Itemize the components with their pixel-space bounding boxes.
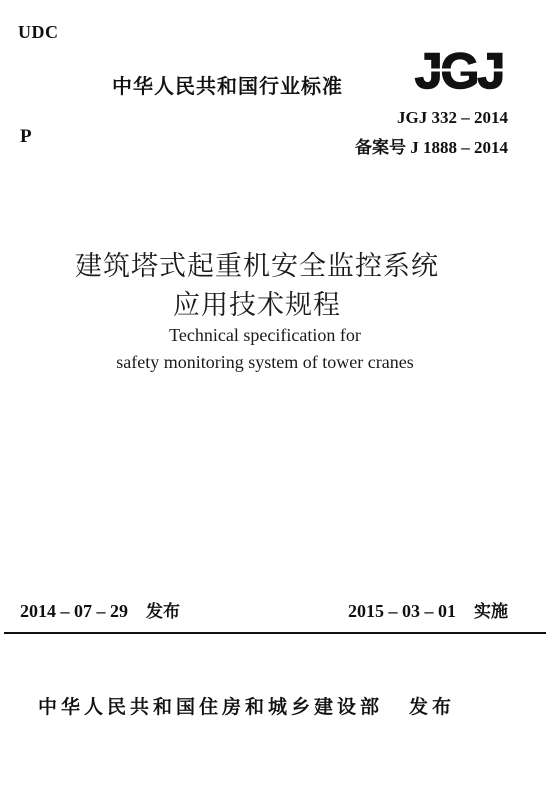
divider <box>4 632 546 634</box>
issue-date <box>20 597 180 622</box>
issuer-name: 中华人民共和国住房和城乡建设部 <box>38 696 384 718</box>
title-en-line1: Technical specification for <box>169 325 361 345</box>
title-cn-line1: 建筑塔式起重机安全监控系统 <box>75 251 439 282</box>
record-number: 备案号 J 1888 – 2014 <box>355 138 508 157</box>
title-cn-line2: 应用技术规程 <box>173 290 341 321</box>
udc-label: UDC <box>18 22 59 42</box>
jgj-logo-text: JGJ <box>414 46 504 94</box>
issuer <box>38 692 455 719</box>
effective-label: 实施 <box>474 602 508 622</box>
standard-type: 中华人民共和国行业标准 <box>112 74 343 98</box>
title-en-line2: safety monitoring system of tower cranes <box>116 352 414 372</box>
standard-code: JGJ 332 – 2014 <box>397 108 508 127</box>
issuer-action: 发布 <box>409 696 456 718</box>
classification-code: P <box>20 126 32 147</box>
issue-date-value: 2014 – 07 – 29 <box>20 601 128 621</box>
jgj-logo <box>404 46 514 94</box>
issue-label: 发布 <box>146 602 180 622</box>
effective-date-value: 2015 – 03 – 01 <box>348 601 456 621</box>
effective-date <box>348 597 508 622</box>
